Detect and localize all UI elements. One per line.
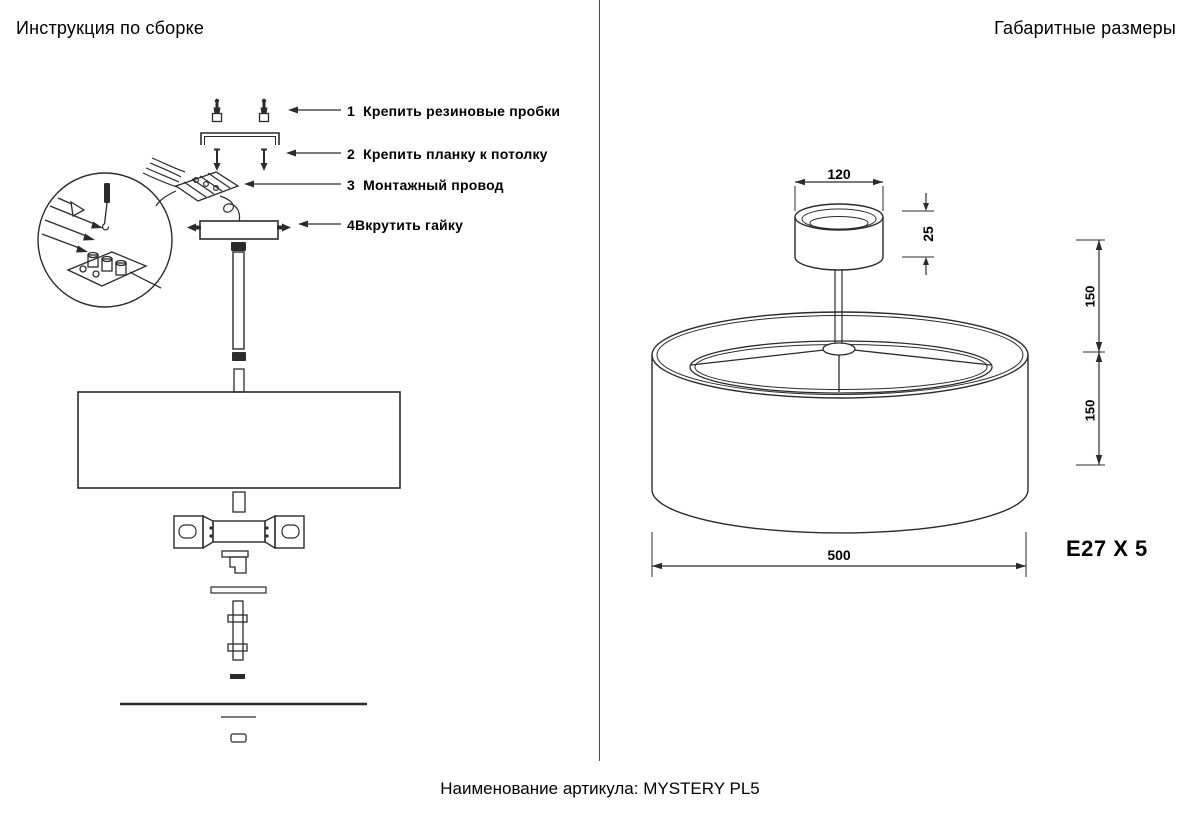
wiring-detail-circle (38, 173, 172, 307)
mounting-wire (143, 158, 240, 221)
drum-shade-3d (652, 312, 1028, 533)
dim-heights (1076, 240, 1105, 465)
drum-shade-front (78, 392, 400, 488)
cup-stem (835, 270, 842, 346)
callout-2-label: 2 Крепить планку к потолку (347, 146, 548, 162)
rotation-arrows (187, 224, 291, 232)
article-name: Наименование артикула: MYSTERY PL5 (440, 779, 760, 798)
stem-assembly (231, 242, 246, 392)
dim-cup-height-label: 25 (919, 226, 936, 242)
ceiling-bracket (201, 133, 279, 145)
dim-top-width (795, 179, 883, 211)
rubber-plugs (213, 99, 269, 122)
dim-top-width-label: 120 (827, 166, 851, 182)
socket-spec-label: E27 X 5 (1066, 536, 1148, 561)
callout-1-label: 1 Крепить резиновые пробки (347, 103, 561, 119)
socket-crossbar (174, 492, 304, 548)
callout-4-label: 4Вкрутить гайку (347, 217, 464, 233)
callout-arrows (244, 107, 341, 228)
page-title-left: Инструкция по сборке (16, 18, 205, 38)
page-title-right: Габаритные размеры (994, 18, 1176, 38)
mounting-screws (214, 150, 268, 172)
ceiling-cup (795, 204, 883, 270)
dim-diameter-label: 500 (827, 547, 851, 563)
callout-3-label: 3 Монтажный провод (347, 177, 504, 193)
lower-fittings (120, 551, 367, 742)
dim-lower-height-label: 150 (1082, 399, 1098, 422)
dim-upper-height-label: 150 (1082, 285, 1098, 308)
ceiling-canopy (187, 221, 291, 239)
